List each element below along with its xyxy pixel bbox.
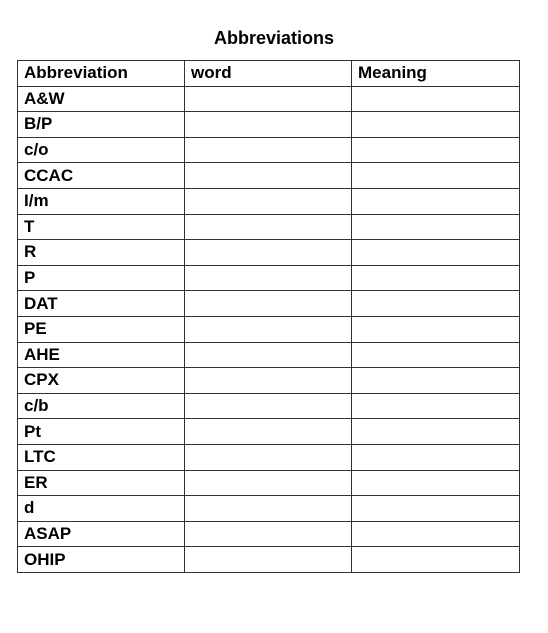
abbreviation-cell: LTC — [18, 444, 185, 470]
word-cell[interactable] — [185, 137, 352, 163]
meaning-cell[interactable] — [352, 444, 520, 470]
header-row — [18, 61, 520, 87]
abbreviation-cell: I/m — [18, 188, 185, 214]
meaning-cell[interactable] — [352, 265, 520, 291]
meaning-cell[interactable] — [352, 291, 520, 317]
table-row — [18, 86, 520, 112]
table-row — [18, 419, 520, 445]
table-row — [18, 291, 520, 317]
table-row — [18, 496, 520, 522]
word-cell[interactable] — [185, 368, 352, 394]
abbreviation-cell: A&W — [18, 86, 185, 112]
meaning-cell[interactable] — [352, 214, 520, 240]
word-cell[interactable] — [185, 444, 352, 470]
abbreviations-table — [17, 60, 520, 573]
abbreviation-cell: B/P — [18, 112, 185, 138]
meaning-cell[interactable] — [352, 316, 520, 342]
abbreviation-cell: OHIP — [18, 547, 185, 573]
meaning-cell[interactable] — [352, 368, 520, 394]
meaning-cell[interactable] — [352, 393, 520, 419]
word-cell[interactable] — [185, 112, 352, 138]
table-row — [18, 470, 520, 496]
word-cell[interactable] — [185, 342, 352, 368]
table-row — [18, 240, 520, 266]
abbreviation-cell: c/b — [18, 393, 185, 419]
abbreviation-cell: PE — [18, 316, 185, 342]
abbreviation-cell: CCAC — [18, 163, 185, 189]
abbreviation-cell: AHE — [18, 342, 185, 368]
word-cell[interactable] — [185, 86, 352, 112]
table-row — [18, 444, 520, 470]
meaning-cell[interactable] — [352, 163, 520, 189]
abbreviation-cell: R — [18, 240, 185, 266]
meaning-cell[interactable] — [352, 342, 520, 368]
abbreviation-cell: Pt — [18, 419, 185, 445]
word-cell[interactable] — [185, 188, 352, 214]
meaning-cell[interactable] — [352, 188, 520, 214]
table-row — [18, 112, 520, 138]
meaning-cell[interactable] — [352, 521, 520, 547]
table-row — [18, 521, 520, 547]
table-row — [18, 547, 520, 573]
abbreviation-cell: c/o — [18, 137, 185, 163]
word-cell[interactable] — [185, 547, 352, 573]
meaning-cell[interactable] — [352, 112, 520, 138]
abbreviation-cell: P — [18, 265, 185, 291]
meaning-cell[interactable] — [352, 547, 520, 573]
word-cell[interactable] — [185, 265, 352, 291]
abbreviation-cell: d — [18, 496, 185, 522]
header-meaning: Meaning — [352, 61, 520, 87]
meaning-cell[interactable] — [352, 496, 520, 522]
table-row — [18, 188, 520, 214]
abbreviation-cell: CPX — [18, 368, 185, 394]
header-word: word — [185, 61, 352, 87]
word-cell[interactable] — [185, 521, 352, 547]
page-title: Abbreviations — [213, 28, 335, 48]
table-row — [18, 163, 520, 189]
abbreviation-cell: ASAP — [18, 521, 185, 547]
word-cell[interactable] — [185, 470, 352, 496]
table-row — [18, 342, 520, 368]
word-cell[interactable] — [185, 496, 352, 522]
table-row — [18, 368, 520, 394]
abbreviation-cell: DAT — [18, 291, 185, 317]
table-row — [18, 316, 520, 342]
table-row — [18, 393, 520, 419]
word-cell[interactable] — [185, 214, 352, 240]
meaning-cell[interactable] — [352, 86, 520, 112]
header-abbreviation: Abbreviation — [18, 61, 185, 87]
meaning-cell[interactable] — [352, 137, 520, 163]
meaning-cell[interactable] — [352, 470, 520, 496]
meaning-cell[interactable] — [352, 240, 520, 266]
table-body — [18, 86, 520, 572]
word-cell[interactable] — [185, 316, 352, 342]
word-cell[interactable] — [185, 240, 352, 266]
word-cell[interactable] — [185, 291, 352, 317]
word-cell[interactable] — [185, 419, 352, 445]
table-row — [18, 214, 520, 240]
abbreviation-cell: T — [18, 214, 185, 240]
word-cell[interactable] — [185, 393, 352, 419]
meaning-cell[interactable] — [352, 419, 520, 445]
abbreviation-cell: ER — [18, 470, 185, 496]
table-row — [18, 137, 520, 163]
word-cell[interactable] — [185, 163, 352, 189]
table-row — [18, 265, 520, 291]
